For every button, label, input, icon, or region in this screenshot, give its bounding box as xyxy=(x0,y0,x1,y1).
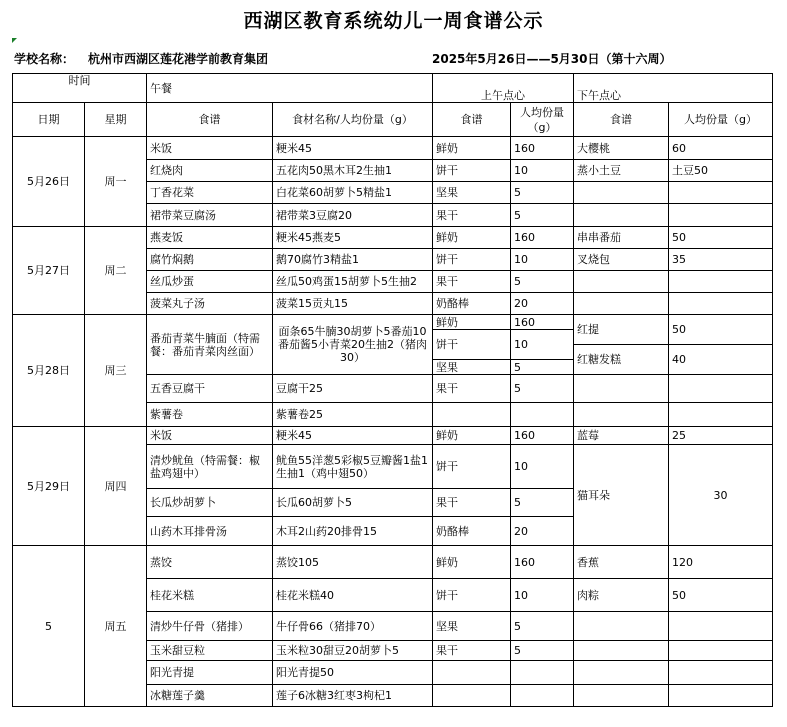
am-amount: 5 xyxy=(511,182,574,204)
lunch-ingredients: 紫薯卷25 xyxy=(273,403,433,427)
lunch-dish: 腐竹焖鹅 xyxy=(147,249,273,271)
col-header-date: 日期 xyxy=(13,103,85,137)
pm-snack: 红糖发糕 xyxy=(574,345,669,375)
lunch-ingredients: 莲子6冰糖3红枣3枸杞1 xyxy=(273,685,433,707)
table-row xyxy=(13,315,773,330)
am-snack-empty xyxy=(433,403,511,427)
weekday-cell: 周三 xyxy=(85,315,147,427)
pm-amount: 120 xyxy=(669,546,773,579)
pm-amount-empty xyxy=(669,612,773,641)
col-header-pm-per-capita: 人均份量（g） xyxy=(669,103,773,137)
pm-amount: 35 xyxy=(669,249,773,271)
weekday-cell: 周四 xyxy=(85,427,147,546)
pm-snack-empty xyxy=(574,293,669,315)
am-snack: 果干 xyxy=(433,641,511,661)
lunch-ingredients: 蒸饺105 xyxy=(273,546,433,579)
col-header-ingredients: 食材名称/人均份量（g） xyxy=(273,103,433,137)
am-amount: 160 xyxy=(511,427,574,445)
am-amount-empty xyxy=(511,403,574,427)
lunch-dish: 蒸饺 xyxy=(147,546,273,579)
pm-amount: 25 xyxy=(669,427,773,445)
am-snack: 鲜奶 xyxy=(433,227,511,249)
am-snack: 奶酪棒 xyxy=(433,517,511,546)
am-snack: 饼干 xyxy=(433,445,511,489)
per-capita-label: 人均份量 xyxy=(520,105,564,119)
header-row-2 xyxy=(13,103,773,137)
am-amount: 160 xyxy=(511,315,574,330)
lunch-dish: 菠菜丸子汤 xyxy=(147,293,273,315)
lunch-dish: 紫薯卷 xyxy=(147,403,273,427)
am-snack: 坚果 xyxy=(433,612,511,641)
lunch-dish: 米饭 xyxy=(147,137,273,160)
pm-snack: 蓝莓 xyxy=(574,427,669,445)
am-snack-empty xyxy=(433,685,511,707)
pm-snack: 串串番茄 xyxy=(574,227,669,249)
pm-snack-empty xyxy=(574,375,669,403)
pm-snack-empty xyxy=(574,641,669,661)
am-amount: 5 xyxy=(511,360,574,375)
pm-amount: 50 xyxy=(669,579,773,612)
pm-amount: 30 xyxy=(669,445,773,546)
am-amount-empty xyxy=(511,661,574,685)
am-amount: 10 xyxy=(511,249,574,271)
pm-amount: 60 xyxy=(669,137,773,160)
lunch-dish: 山药木耳排骨汤 xyxy=(147,517,273,546)
col-header-pm-recipe: 食谱 xyxy=(574,103,669,137)
pm-snack: 肉粽 xyxy=(574,579,669,612)
lunch-ingredients: 桂花米糕40 xyxy=(273,579,433,612)
col-header-lunch: 午餐 xyxy=(147,74,433,103)
lunch-ingredients: 豆腐干25 xyxy=(273,375,433,403)
am-snack: 鲜奶 xyxy=(433,137,511,160)
weekday-cell: 周一 xyxy=(85,137,147,227)
am-amount: 160 xyxy=(511,137,574,160)
lunch-ingredients: 牛仔骨66（猪排70） xyxy=(273,612,433,641)
am-snack-empty xyxy=(433,661,511,685)
date-cell: 5月26日 xyxy=(13,137,85,227)
weekday-cell: 周五 xyxy=(85,546,147,707)
am-snack: 果干 xyxy=(433,375,511,403)
pm-amount: 40 xyxy=(669,345,773,375)
pm-snack: 红提 xyxy=(574,315,669,345)
am-amount: 5 xyxy=(511,375,574,403)
pm-snack-empty xyxy=(574,403,669,427)
pm-snack-empty xyxy=(574,271,669,293)
col-header-afternoon-snack: 下午点心 xyxy=(574,74,773,103)
lunch-ingredients: 白花菜60胡萝卜5精盐1 xyxy=(273,182,433,204)
lunch-ingredients: 裙带菜3豆腐20 xyxy=(273,204,433,227)
am-snack: 奶酪棒 xyxy=(433,293,511,315)
lunch-dish: 红烧肉 xyxy=(147,160,273,182)
am-amount: 5 xyxy=(511,204,574,227)
am-snack: 果干 xyxy=(433,204,511,227)
lunch-ingredients: 五花肉50黑木耳2生抽1 xyxy=(273,160,433,182)
col-header-am-recipe: 食谱 xyxy=(433,103,511,137)
am-amount: 160 xyxy=(511,546,574,579)
am-amount: 10 xyxy=(511,579,574,612)
lunch-dish: 玉米甜豆粒 xyxy=(147,641,273,661)
date-cell: 5月27日 xyxy=(13,227,85,315)
pm-amount-empty xyxy=(669,661,773,685)
lunch-ingredients: 丝瓜50鸡蛋15胡萝卜5生抽2 xyxy=(273,271,433,293)
date-cell: 5月29日 xyxy=(13,427,85,546)
am-amount: 160 xyxy=(511,227,574,249)
pm-snack-empty xyxy=(574,612,669,641)
pm-snack-empty xyxy=(574,661,669,685)
lunch-ingredients: 玉米粒30甜豆20胡萝卜5 xyxy=(273,641,433,661)
lunch-dish: 五香豆腐干 xyxy=(147,375,273,403)
page-title: 西湖区教育系统幼儿一周食谱公示 xyxy=(243,10,544,32)
am-snack: 饼干 xyxy=(433,330,511,360)
lunch-dish: 米饭 xyxy=(147,427,273,445)
am-snack: 鲜奶 xyxy=(433,315,511,330)
pm-amount: 土豆50 xyxy=(669,160,773,182)
am-snack: 果干 xyxy=(433,271,511,293)
am-snack: 饼干 xyxy=(433,249,511,271)
col-header-weekday: 星期 xyxy=(85,103,147,137)
lunch-dish: 冰糖莲子羹 xyxy=(147,685,273,707)
pm-amount: 50 xyxy=(669,227,773,249)
lunch-ingredients: 粳米45燕麦5 xyxy=(273,227,433,249)
pm-snack: 猫耳朵 xyxy=(574,445,669,546)
am-snack: 鲜奶 xyxy=(433,427,511,445)
am-amount: 5 xyxy=(511,612,574,641)
table-row xyxy=(13,227,773,249)
pm-amount-empty xyxy=(669,375,773,403)
am-amount: 20 xyxy=(511,517,574,546)
lunch-ingredients: 粳米45 xyxy=(273,137,433,160)
pm-amount-empty xyxy=(669,293,773,315)
menu-table xyxy=(12,73,773,707)
lunch-dish: 清炒牛仔骨（猪排） xyxy=(147,612,273,641)
weekday-cell: 周二 xyxy=(85,227,147,315)
pm-snack: 香蕉 xyxy=(574,546,669,579)
lunch-dish: 燕麦饭 xyxy=(147,227,273,249)
table-row xyxy=(13,137,773,160)
am-amount: 10 xyxy=(511,160,574,182)
school-label: 学校名称： xyxy=(14,52,75,66)
am-amount: 20 xyxy=(511,293,574,315)
lunch-dish: 桂花米糕 xyxy=(147,579,273,612)
col-header-am-per-capita xyxy=(511,103,574,137)
col-header-time: 时间 xyxy=(13,74,147,103)
header-row-1 xyxy=(13,74,773,103)
pm-snack: 叉烧包 xyxy=(574,249,669,271)
pm-amount-empty xyxy=(669,403,773,427)
pm-snack-empty xyxy=(574,204,669,227)
lunch-dish: 阳光青提 xyxy=(147,661,273,685)
pm-snack-empty xyxy=(574,685,669,707)
lunch-ingredients: 菠菜15贡丸15 xyxy=(273,293,433,315)
am-snack: 果干 xyxy=(433,489,511,517)
am-snack: 坚果 xyxy=(433,182,511,204)
lunch-ingredients: 粳米45 xyxy=(273,427,433,445)
am-amount: 5 xyxy=(511,641,574,661)
pm-snack-empty xyxy=(574,182,669,204)
am-amount: 5 xyxy=(511,271,574,293)
date-cell: 5月28日 xyxy=(13,315,85,427)
lunch-ingredients: 鱿鱼55洋葱5彩椒5豆瓣酱1盐1生抽1（鸡中翅50） xyxy=(273,445,433,489)
date-cell: 5 xyxy=(13,546,85,707)
per-capita-unit: （g） xyxy=(527,120,557,134)
am-snack: 饼干 xyxy=(433,579,511,612)
am-snack: 饼干 xyxy=(433,160,511,182)
lunch-dish: 番茄青菜牛腩面（特需餐：番茄青菜肉丝面） xyxy=(147,315,273,375)
pm-amount-empty xyxy=(669,271,773,293)
col-header-morning-snack: 上午点心 xyxy=(433,74,574,103)
am-amount-empty xyxy=(511,685,574,707)
pm-amount-empty xyxy=(669,182,773,204)
am-snack: 坚果 xyxy=(433,360,511,375)
am-snack: 鲜奶 xyxy=(433,546,511,579)
lunch-ingredients: 阳光青提50 xyxy=(273,661,433,685)
flag-marker-icon xyxy=(12,38,17,43)
lunch-ingredients: 鹅70腐竹3精盐1 xyxy=(273,249,433,271)
lunch-dish: 长瓜炒胡萝卜 xyxy=(147,489,273,517)
lunch-dish: 清炒鱿鱼（特需餐：椒盐鸡翅中） xyxy=(147,445,273,489)
pm-amount-empty xyxy=(669,641,773,661)
pm-amount-empty xyxy=(669,204,773,227)
pm-snack: 蒸小土豆 xyxy=(574,160,669,182)
lunch-ingredients: 长瓜60胡萝卜5 xyxy=(273,489,433,517)
lunch-ingredients: 面条65牛腩30胡萝卜5番茄10番茄酱5小青菜20生抽2（猪肉30） xyxy=(273,315,433,375)
pm-amount-empty xyxy=(669,685,773,707)
am-amount: 10 xyxy=(511,330,574,360)
pm-snack: 大樱桃 xyxy=(574,137,669,160)
table-row xyxy=(13,427,773,445)
am-amount: 5 xyxy=(511,489,574,517)
table-row xyxy=(13,546,773,579)
school-name: 杭州市西湖区莲花港学前教育集团 xyxy=(88,52,269,66)
am-amount: 10 xyxy=(511,445,574,489)
lunch-dish: 丝瓜炒蛋 xyxy=(147,271,273,293)
week-period: 2025年5月26日——5月30日（第十六周） xyxy=(432,52,672,66)
lunch-dish: 裙带菜豆腐汤 xyxy=(147,204,273,227)
lunch-ingredients: 木耳2山药20排骨15 xyxy=(273,517,433,546)
col-header-recipe: 食谱 xyxy=(147,103,273,137)
pm-amount: 50 xyxy=(669,315,773,345)
lunch-dish: 丁香花菜 xyxy=(147,182,273,204)
